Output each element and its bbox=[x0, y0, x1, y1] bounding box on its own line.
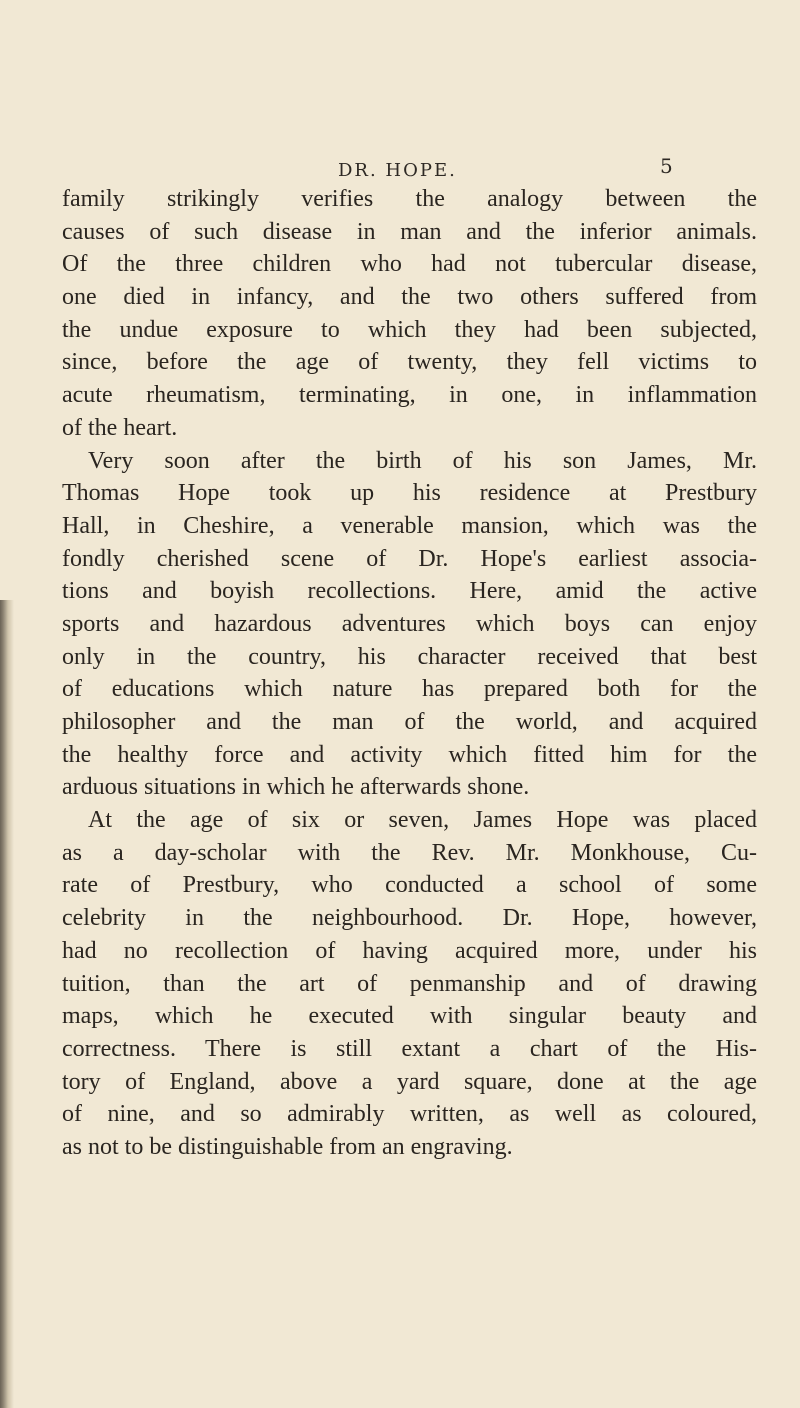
text-line: philosopher and the man of the world, and acquired bbox=[62, 709, 757, 735]
text-line: acute rheumatism, terminating, in one, in inflammation bbox=[62, 382, 757, 409]
paragraph bbox=[62, 183, 757, 445]
text-line: maps, which he executed with singular beauty and bbox=[62, 1003, 757, 1030]
text-line: celebrity in the neighbourhood. Dr. Hope, however, bbox=[62, 905, 757, 932]
text-line: of educations which nature has prepared both for the bbox=[62, 676, 757, 703]
text-line: sports and hazardous adventures which boys can enjoy bbox=[62, 610, 757, 637]
text-line: one died in infancy, and the two others suffered from bbox=[62, 284, 757, 311]
text-line: the undue exposure to which they had been subjected, bbox=[62, 316, 757, 343]
text-line: fondly cherished scene of Dr. Hope's earliest associa- bbox=[62, 545, 757, 572]
text-line: only in the country, his character received that best bbox=[62, 643, 757, 670]
text-line: of nine, and so admirably written, as well as coloured, bbox=[62, 1101, 757, 1128]
text-line: causes of such disease in man and the inferior animals. bbox=[62, 218, 757, 245]
text-line: as not to be distinguishable from an engraving. bbox=[62, 1133, 513, 1160]
text-line: of the heart. bbox=[62, 414, 178, 441]
text-line: as a day-scholar with the Rev. Mr. Monkhouse, Cu- bbox=[62, 839, 757, 866]
text-line: since, before the age of twenty, they fell victims to bbox=[62, 349, 757, 376]
text-line: the healthy force and activity which fitted him for the bbox=[62, 741, 757, 768]
text-line: Very soon after the birth of his son James, Mr. bbox=[88, 447, 757, 474]
text-line: correctness. There is still extant a chart of the His- bbox=[62, 1035, 757, 1062]
text-line: tions and boyish recollections. Here, amid the active bbox=[62, 578, 757, 605]
text-line: tory of England, above a yard square, done at the age bbox=[62, 1068, 757, 1095]
text-line: tuition, than the art of penmanship and of drawing bbox=[62, 970, 757, 997]
binding-gutter-shadow bbox=[0, 600, 14, 1408]
text-line: At the age of six or seven, James Hope was placed bbox=[88, 807, 757, 834]
text-line: had no recollection of having acquired more, under his bbox=[62, 937, 757, 964]
body-text bbox=[62, 183, 757, 1164]
paragraph bbox=[62, 804, 757, 1164]
text-line: rate of Prestbury, who conducted a school of some bbox=[62, 872, 757, 899]
running-head: DR. HOPE. bbox=[338, 160, 457, 181]
text-line: Hall, in Cheshire, a venerable mansion, which was the bbox=[62, 512, 757, 539]
text-line: family strikingly verifies the analogy between the bbox=[62, 186, 757, 212]
text-line: arduous situations in which he afterwards shone. bbox=[62, 774, 530, 801]
paragraph bbox=[62, 445, 757, 805]
text-line: Of the three children who had not tubercular disease, bbox=[62, 251, 757, 278]
page-number: 5 bbox=[660, 154, 673, 178]
text-line: Thomas Hope took up his residence at Prestbury bbox=[62, 480, 757, 507]
